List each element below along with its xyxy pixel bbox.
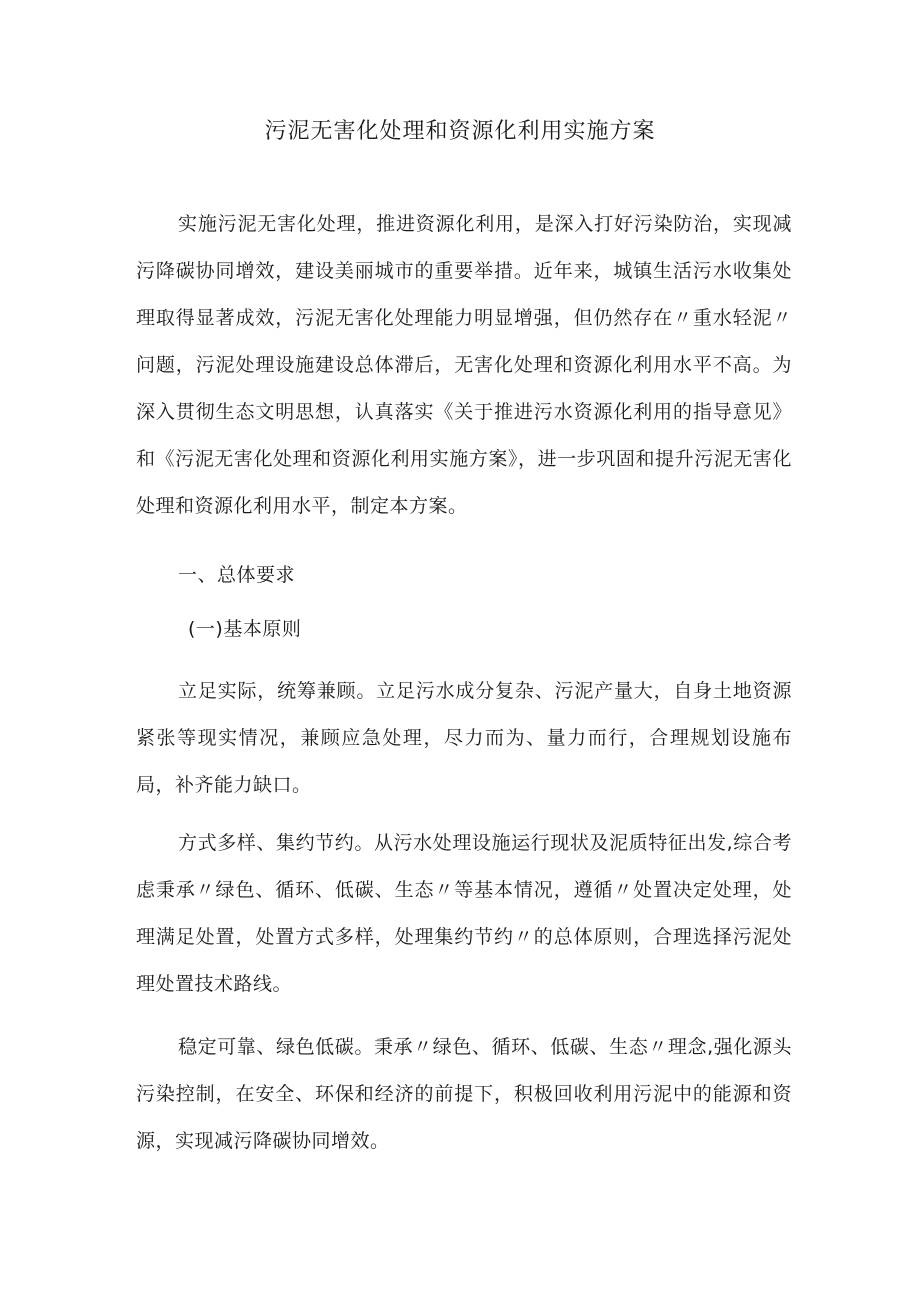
principle-paragraph-1: 立足实际，统筹兼顾。立足污水成分复杂、污泥产量大，自身土地资源紧张等现实情况，兼顾应急处理，尽力而为、量力而行，合理规划设施布局，补齐能力缺口。 (136, 680, 792, 796)
document-title: 污泥无害化处理和资源化利用实施方案 (264, 119, 656, 144)
intro-paragraph: 实施污泥无害化处理，推进资源化利用，是深入打好污染防治，实现减污降碳协同增效，建设美丽城市的重要举措。近年来，城镇生活污水收集处理取得显著成效，污泥无害化处理能力明显增强，但仍然存在〃重水轻泥〃问题，污泥处理设施建设总体滞后，无害化处理和资源化利用水平不高。为深入贯彻生态文明思想，认真落实《关于推进污水资源化利用的指导意见》和《污泥无害化处理和资源化利用实施方案》，进一步巩固和提升污泥无害化处理和资源化利用水平，制定本方案。 (136, 213, 792, 517)
section-heading-general-requirements: 一、总体要求 (178, 564, 296, 586)
principle-paragraph-2: 方式多样、集约节约。从污水处理设施运行现状及泥质特征出发,综合考虑秉承〃绿色、循环、低碳、生态〃等基本情况，遵循〃处置决定处理，处理满足处置，处置方式多样，处理集约节约〃的总体原则，合理选择污泥处理处置技术路线。 (136, 832, 792, 995)
principle-paragraph-3: 稳定可靠、绿色低碳。秉承〃绿色、循环、低碳、生态〃理念,强化源头污染控制，在安全、环保和经济的前提下，积极回收利用污泥中的能源和资源，实现减污降碳协同增效。 (136, 1036, 792, 1152)
subsection-heading-basic-principles: (一)基本原则 (188, 618, 302, 640)
